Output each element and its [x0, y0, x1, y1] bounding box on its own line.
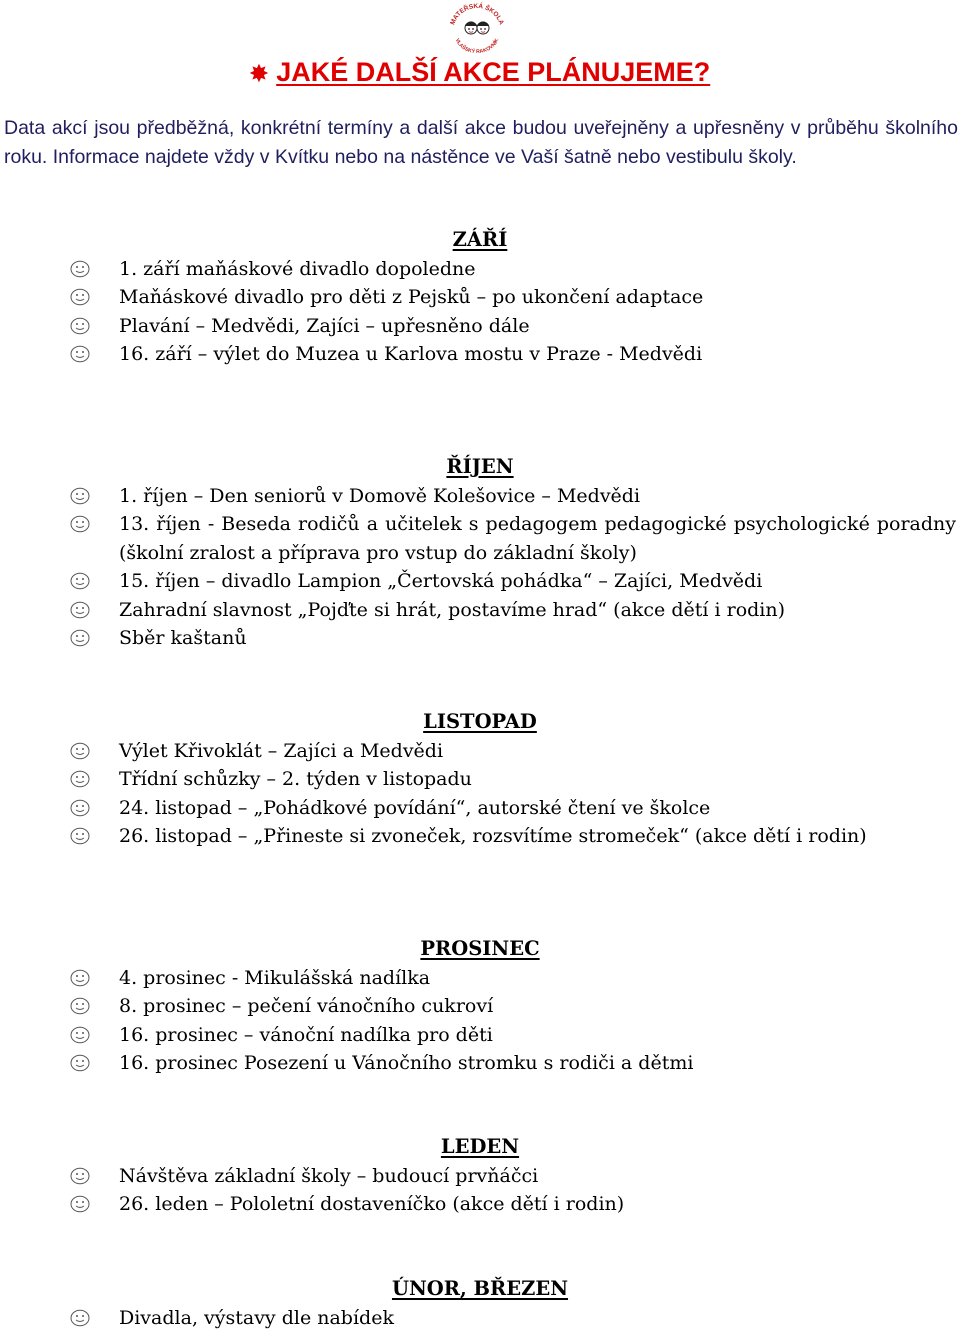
section-unor-brezen — [0, 1275, 960, 1332]
section-listopad — [0, 708, 960, 851]
list-item: Maňáskové divadlo pro děti z Pejsků – po ukončení adaptace — [0, 283, 960, 312]
list-item: 15. říjen – divadlo Lampion „Čertovská pohádka“ – Zajíci, Medvědi — [0, 567, 960, 596]
list-item: Divadla, výstavy dle nabídek — [0, 1304, 960, 1332]
list-item: Zahradní slavnost „Pojďte si hrát, postavíme hrad“ (akce dětí i rodin) — [0, 596, 960, 625]
logo-subtext: VLAŠSKÝ RAKOVNÍK — [454, 38, 501, 54]
section-heading: ŘÍJEN — [0, 453, 960, 482]
section-prosinec — [0, 935, 960, 1078]
list-item: Třídní schůzky – 2. týden v listopadu — [0, 765, 960, 794]
star-icon: ✸ — [250, 61, 268, 86]
section-heading: ÚNOR, BŘEZEN — [0, 1275, 960, 1304]
list-item: 1. říjen – Den seniorů v Domově Kolešovice – Medvědi — [0, 482, 960, 511]
logo-text: MATEŘSKÁ ŠKOLA — [449, 2, 505, 26]
page-title — [0, 52, 960, 94]
section-heading: PROSINEC — [0, 935, 960, 964]
list-item: 1. září maňáskové divadlo dopoledne — [0, 255, 960, 284]
smiley-icon — [70, 969, 90, 987]
list-item: 16. září – výlet do Muzea u Karlova mostu v Praze - Medvědi — [0, 340, 960, 369]
section-heading: LISTOPAD — [0, 708, 960, 737]
section-heading: LEDEN — [0, 1133, 960, 1162]
list-item: 13. říjen - Beseda rodičů a učitelek s pedagogem pedagogické psychologické poradny (školní zralost a příprava pro vstup do základní školy) — [0, 510, 960, 567]
smiley-icon — [70, 572, 90, 590]
smiley-icon — [70, 345, 90, 363]
list-item: Výlet Křivoklát – Zajíci a Medvědi — [0, 737, 960, 766]
smiley-icon — [70, 629, 90, 647]
smiley-icon — [70, 770, 90, 788]
smiley-icon — [70, 515, 90, 533]
list-item: 8. prosinec – pečení vánočního cukroví — [0, 992, 960, 1021]
section-zari — [0, 226, 960, 369]
smiley-icon — [70, 997, 90, 1015]
list-item: 24. listopad – „Pohádkové povídání“, autorské čtení ve školce — [0, 794, 960, 823]
list-item: 16. prosinec – vánoční nadílka pro děti — [0, 1021, 960, 1050]
smiley-icon — [70, 288, 90, 306]
smiley-icon — [70, 1167, 90, 1185]
section-leden — [0, 1133, 960, 1219]
list-item: 26. listopad – „Přineste si zvoneček, rozsvítíme stromeček“ (akce dětí i rodin) — [0, 822, 960, 851]
section-heading: ZÁŘÍ — [0, 226, 960, 255]
list-item: 26. leden – Pololetní dostaveníčko (akce dětí i rodin) — [0, 1190, 960, 1219]
smiley-icon — [70, 487, 90, 505]
list-item: 4. prosinec - Mikulášská nadílka — [0, 964, 960, 993]
list-item: Plavání – Medvědi, Zajíci – upřesněno dále — [0, 312, 960, 341]
list-item: 16. prosinec Posezení u Vánočního stromku s rodiči a dětmi — [0, 1049, 960, 1078]
page-title-text: JAKÉ DALŠÍ AKCE PLÁNUJEME? — [276, 57, 710, 87]
smiley-icon — [70, 1309, 90, 1327]
smiley-icon — [70, 1054, 90, 1072]
smiley-icon — [70, 799, 90, 817]
smiley-icon — [70, 742, 90, 760]
smiley-icon — [70, 601, 90, 619]
list-item: Návštěva základní školy – budoucí prvňáčci — [0, 1162, 960, 1191]
list-item: Sběr kaštanů — [0, 624, 960, 653]
section-rijen — [0, 453, 960, 653]
smiley-icon — [70, 827, 90, 845]
intro-paragraph: Data akcí jsou předběžná, konkrétní termíny a další akce budou uveřejněny a upřesněny v průběhu školního roku. Informace najdete vždy v Kvítku nebo na nástěnce ve Vaší šatně nebo vestibulu školy. — [4, 114, 958, 171]
svg-text:MATEŘSKÁ ŠKOLA — [449, 2, 505, 26]
smiley-icon — [70, 260, 90, 278]
smiley-icon — [70, 1026, 90, 1044]
school-logo — [445, 2, 509, 54]
smiley-icon — [70, 317, 90, 335]
smiley-icon — [70, 1195, 90, 1213]
